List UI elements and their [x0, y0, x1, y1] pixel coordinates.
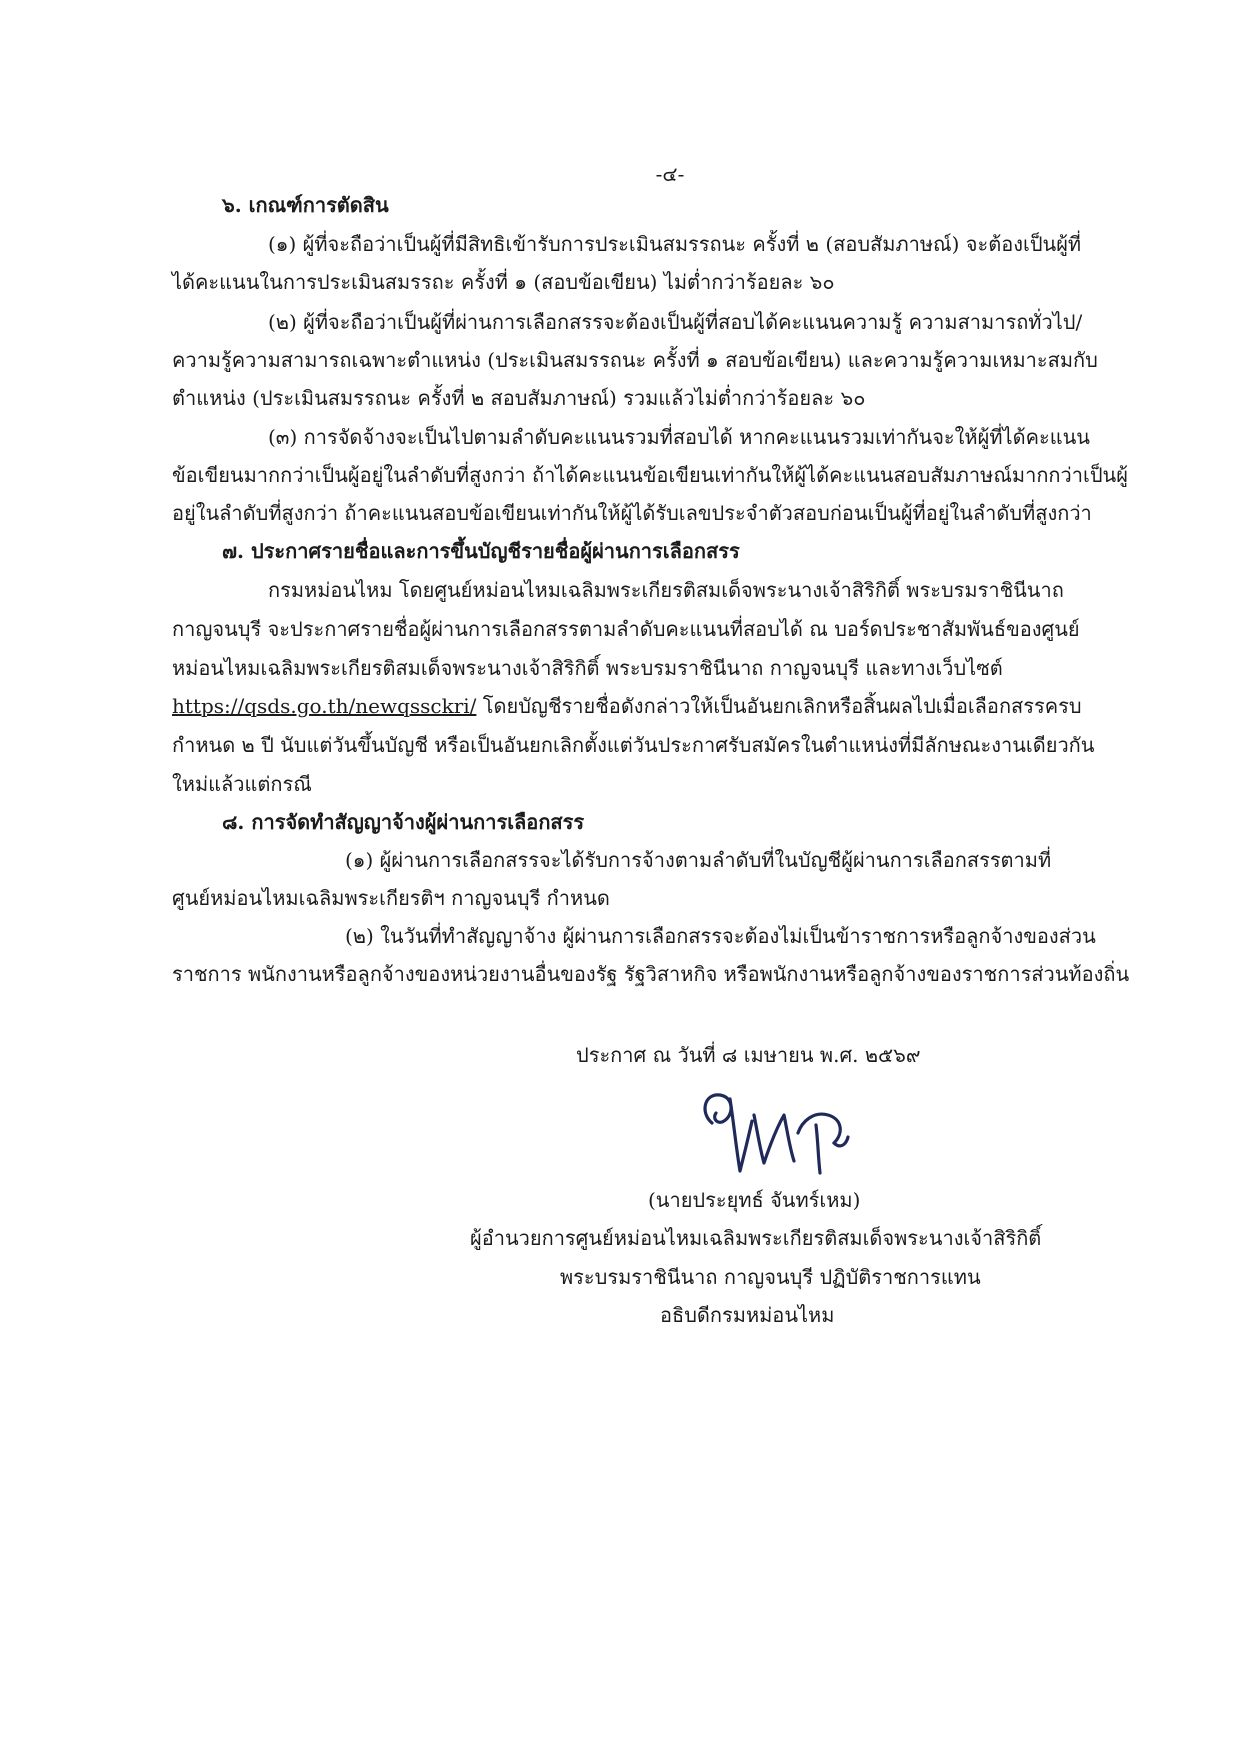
section-7-para-line-3: หม่อนไหมเฉลิมพระเกียรติสมเด็จพระนางเจ้าสิริกิติ์ พระบรมราชินีนาถ กาญจนบุรี และทางเว็บไซต์: [172, 656, 1003, 680]
text-span: (๑) ผู้ที่จะถือว่าเป็นผู้ที่มีสิทธิเข้ารับการประเมินสมรรถนะ ครั้งที่ ๒ (สอบสัมภาษณ์) จะต้องเป็นผู้ที่: [268, 232, 1082, 256]
section-8-item-2-line-1: (๒) ในวันที่ทำสัญญาจ้าง ผู้ผ่านการเลือกสรรจะต้องไม่เป็นข้าราชการหรือลูกจ้างของส่วน: [345, 924, 1096, 948]
section-7-heading: ๗. ประกาศรายชื่อและการขึ้นบัญชีรายชื่อผู้ผ่านการเลือกสรร: [222, 539, 740, 563]
section-6-item-3-line-3: อยู่ในลำดับที่สูงกว่า ถ้าคะแนนสอบข้อเขียนเท่ากันให้ผู้ได้รับเลขประจำตัวสอบก่อนเป็นผู้ที่อยู่ในลำดับที่สูงกว่า: [172, 501, 1092, 525]
section-7-para-line-4-text: โดยบัญชีรายชื่อดังกล่าวให้เป็นอันยกเลิกหรือสิ้นผลไปเมื่อเลือกสรรครบ: [482, 694, 1082, 718]
section-8-item-1-line-1: (๑) ผู้ผ่านการเลือกสรรจะได้รับการจ้างตามลำดับที่ในบัญชีผู้ผ่านการเลือกสรรตามที่: [345, 848, 1052, 872]
section-6-item-1-line-2: ได้คะแนนในการประเมินสมรรถะ ครั้งที่ ๑ (สอบข้อเขียน) ไม่ต่ำกว่าร้อยละ ๖๐: [172, 270, 835, 294]
section-6-item-2-line-1: (๒) ผู้ที่จะถือว่าเป็นผู้ที่ผ่านการเลือกสรรจะต้องเป็นผู้ที่สอบได้คะแนนความรู้ ความสามารถทั่วไป/: [268, 310, 1083, 334]
section-7-para-line-5: กำหนด ๒ ปี นับแต่วันขึ้นบัญชี หรือเป็นอันยกเลิกตั้งแต่วันประกาศรับสมัครในตำแหน่งที่มีลักษณะงานเดียวกัน: [172, 733, 1095, 757]
signature-image: [694, 1085, 874, 1185]
section-8-heading: ๘. การจัดทำสัญญาจ้างผู้ผ่านการเลือกสรร: [222, 810, 585, 834]
section-7-para-line-6: ใหม่แล้วแต่กรณี: [172, 772, 312, 796]
section-7-para-line-4: [172, 692, 1178, 720]
section-8-item-1-line-2: ศูนย์หม่อนไหมเฉลิมพระเกียรติฯ กาญจนบุรี กำหนด: [172, 886, 610, 910]
signer-title-line-3: อธิบดีกรมหม่อนไหม: [660, 1303, 835, 1327]
signer-title-line-2: พระบรมราชินีนาถ กาญจนบุรี ปฏิบัติราชการแทน: [560, 1265, 981, 1289]
section-6-item-3-line-2: ข้อเขียนมากกว่าเป็นผู้อยู่ในลำดับที่สูงกว่า ถ้าได้คะแนนข้อเขียนเท่ากันให้ผู้ได้คะแนนสอบสัมภาษณ์มากกว่าเป็นผู้: [172, 463, 1128, 487]
section-6-item-1-line-1: [268, 230, 1178, 258]
page-number: -๔-: [655, 162, 685, 186]
announcement-date: ประกาศ ณ วันที่ ๘ เมษายน พ.ศ. ๒๕๖๙: [576, 1043, 921, 1067]
section-6-item-2-line-2: ความรู้ความสามารถเฉพาะตำแหน่ง (ประเมินสมรรถนะ ครั้งที่ ๑ สอบข้อเขียน) และความรู้ความเหมาะสมกับ: [172, 348, 1098, 372]
section-6-item-3-line-1: (๓) การจัดจ้างจะเป็นไปตามลำดับคะแนนรวมที่สอบได้ หากคะแนนรวมเท่ากันจะให้ผู้ที่ได้คะแนน: [268, 425, 1090, 449]
section-6-item-2-line-3: ตำแหน่ง (ประเมินสมรรถนะ ครั้งที่ ๒ สอบสัมภาษณ์) รวมแล้วไม่ต่ำกว่าร้อยละ ๖๐: [172, 386, 866, 410]
section-8-item-2-line-2: ราชการ พนักงานหรือลูกจ้างของหน่วยงานอื่นของรัฐ รัฐวิสาหกิจ หรือพนักงานหรือลูกจ้างของราชการส่วนท้องถิ่น: [172, 962, 1130, 986]
signer-name: (นายประยุทธ์ จันทร์เหม): [648, 1188, 861, 1212]
signer-title-line-1: ผู้อำนวยการศูนย์หม่อนไหมเฉลิมพระเกียรติสมเด็จพระนางเจ้าสิริกิติ์: [470, 1226, 1042, 1250]
section-7-para-line-1: กรมหม่อนไหม โดยศูนย์หม่อนไหมเฉลิมพระเกียรติสมเด็จพระนางเจ้าสิริกิติ์ พระบรมราชินีนาถ: [268, 578, 1064, 602]
section-7-para-line-2: กาญจนบุรี จะประกาศรายชื่อผู้ผ่านการเลือกสรรตามลำดับคะแนนที่สอบได้ ณ บอร์ดประชาสัมพันธ์ของศูนย์: [172, 617, 1080, 641]
website-link[interactable]: https://qsds.go.th/newqssckri/: [172, 694, 477, 718]
section-6-heading: ๖. เกณฑ์การตัดสิน: [222, 193, 389, 217]
